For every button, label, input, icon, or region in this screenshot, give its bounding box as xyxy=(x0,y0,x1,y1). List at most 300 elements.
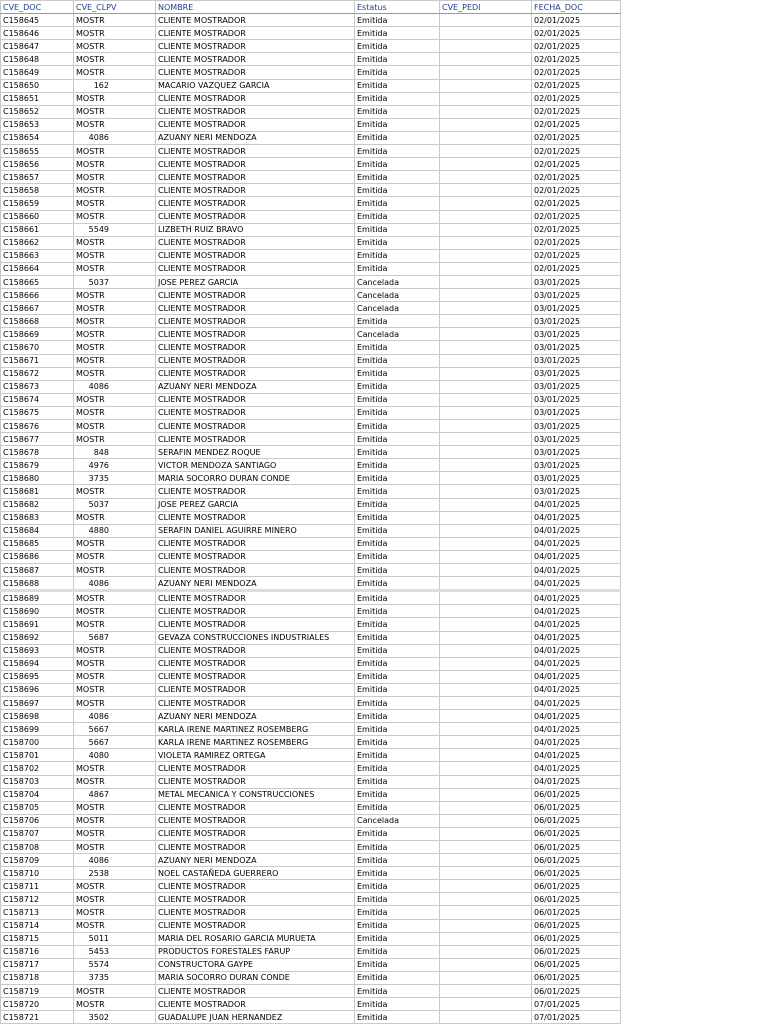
cell-estatus: Emitida xyxy=(355,710,440,723)
table-row[interactable] xyxy=(1,591,621,605)
table-row[interactable] xyxy=(1,459,621,472)
cell-cve-doc: C158699 xyxy=(1,723,74,736)
table-row[interactable] xyxy=(1,932,621,945)
table-row[interactable] xyxy=(1,880,621,893)
cell-estatus: Emitida xyxy=(355,131,440,144)
table-row[interactable] xyxy=(1,710,621,723)
table-row[interactable] xyxy=(1,577,621,591)
table-row[interactable] xyxy=(1,788,621,801)
cell-cve-clpv: 162 xyxy=(74,79,156,92)
table-row[interactable] xyxy=(1,223,621,236)
cell-cve-doc: C158700 xyxy=(1,736,74,749)
table-row[interactable] xyxy=(1,498,621,511)
table-row[interactable] xyxy=(1,145,621,158)
cell-fecha-doc: 03/01/2025 xyxy=(532,459,621,472)
cell-cve-clpv: MOSTR xyxy=(74,985,156,998)
cell-cve-pedi xyxy=(440,854,532,867)
cell-cve-pedi xyxy=(440,118,532,131)
table-row[interactable] xyxy=(1,289,621,302)
cell-nombre: CLIENTE MOSTRADOR xyxy=(156,511,355,524)
cell-estatus: Emitida xyxy=(355,998,440,1011)
cell-fecha-doc: 06/01/2025 xyxy=(532,919,621,932)
table-row[interactable] xyxy=(1,184,621,197)
cell-estatus: Emitida xyxy=(355,564,440,577)
cell-cve-doc: C158708 xyxy=(1,841,74,854)
cell-nombre: CLIENTE MOSTRADOR xyxy=(156,893,355,906)
cell-estatus: Cancelada xyxy=(355,814,440,827)
cell-cve-clpv: MOSTR xyxy=(74,393,156,406)
cell-cve-clpv: MOSTR xyxy=(74,696,156,709)
table-row[interactable] xyxy=(1,550,621,563)
cell-fecha-doc: 02/01/2025 xyxy=(532,171,621,184)
table-row[interactable] xyxy=(1,841,621,854)
cell-cve-pedi xyxy=(440,511,532,524)
cell-estatus: Emitida xyxy=(355,315,440,328)
cell-cve-doc: C158703 xyxy=(1,775,74,788)
cell-fecha-doc: 06/01/2025 xyxy=(532,827,621,840)
table-row[interactable] xyxy=(1,105,621,118)
cell-estatus: Emitida xyxy=(355,841,440,854)
table-row[interactable] xyxy=(1,210,621,223)
cell-cve-pedi xyxy=(440,998,532,1011)
cell-cve-pedi xyxy=(440,354,532,367)
table-row[interactable] xyxy=(1,171,621,184)
table-row[interactable] xyxy=(1,723,621,736)
cell-nombre: CLIENTE MOSTRADOR xyxy=(156,354,355,367)
cell-cve-clpv: MOSTR xyxy=(74,537,156,550)
cell-cve-pedi xyxy=(440,644,532,657)
cell-fecha-doc: 03/01/2025 xyxy=(532,485,621,498)
cell-cve-clpv: MOSTR xyxy=(74,341,156,354)
cell-estatus: Emitida xyxy=(355,341,440,354)
cell-cve-clpv: MOSTR xyxy=(74,564,156,577)
cell-cve-pedi xyxy=(440,459,532,472)
table-row[interactable] xyxy=(1,537,621,550)
cell-nombre: MARIA SOCORRO DURAN CONDE xyxy=(156,971,355,984)
col-header-nombre[interactable]: NOMBRE xyxy=(156,1,355,14)
cell-nombre: CLIENTE MOSTRADOR xyxy=(156,40,355,53)
cell-estatus: Emitida xyxy=(355,118,440,131)
table-row[interactable] xyxy=(1,644,621,657)
cell-fecha-doc: 06/01/2025 xyxy=(532,814,621,827)
table-row[interactable] xyxy=(1,631,621,644)
table-row[interactable] xyxy=(1,696,621,709)
cell-nombre: CLIENTE MOSTRADOR xyxy=(156,184,355,197)
cell-cve-clpv: MOSTR xyxy=(74,775,156,788)
cell-nombre: VIOLETA RAMIREZ ORTEGA xyxy=(156,749,355,762)
table-row[interactable] xyxy=(1,814,621,827)
cell-cve-pedi xyxy=(440,985,532,998)
cell-cve-doc: C158706 xyxy=(1,814,74,827)
table-row[interactable] xyxy=(1,511,621,524)
cell-cve-pedi xyxy=(440,814,532,827)
cell-estatus: Emitida xyxy=(355,1011,440,1024)
cell-cve-doc: C158721 xyxy=(1,1011,74,1024)
cell-cve-doc: C158701 xyxy=(1,749,74,762)
cell-cve-pedi xyxy=(440,433,532,446)
cell-cve-clpv: MOSTR xyxy=(74,893,156,906)
cell-cve-clpv: MOSTR xyxy=(74,485,156,498)
cell-nombre: CLIENTE MOSTRADOR xyxy=(156,605,355,618)
cell-estatus: Emitida xyxy=(355,605,440,618)
table-row[interactable] xyxy=(1,670,621,683)
cell-fecha-doc: 04/01/2025 xyxy=(532,683,621,696)
cell-cve-pedi xyxy=(440,801,532,814)
cell-nombre: METAL MECANICA Y CONSTRUCCIONES xyxy=(156,788,355,801)
table-row[interactable] xyxy=(1,275,621,288)
cell-cve-pedi xyxy=(440,14,532,27)
cell-cve-pedi xyxy=(440,236,532,249)
cell-cve-clpv: MOSTR xyxy=(74,814,156,827)
cell-cve-pedi xyxy=(440,932,532,945)
cell-fecha-doc: 03/01/2025 xyxy=(532,433,621,446)
header-row xyxy=(1,1,621,14)
cell-cve-clpv: MOSTR xyxy=(74,433,156,446)
table-row[interactable] xyxy=(1,564,621,577)
cell-cve-doc: C158714 xyxy=(1,919,74,932)
cell-nombre: CLIENTE MOSTRADOR xyxy=(156,775,355,788)
cell-fecha-doc: 04/01/2025 xyxy=(532,644,621,657)
table-row[interactable] xyxy=(1,328,621,341)
cell-estatus: Emitida xyxy=(355,958,440,971)
cell-nombre: CLIENTE MOSTRADOR xyxy=(156,236,355,249)
table-row[interactable] xyxy=(1,906,621,919)
cell-cve-pedi xyxy=(440,762,532,775)
cell-cve-clpv: MOSTR xyxy=(74,249,156,262)
cell-cve-clpv: 4086 xyxy=(74,854,156,867)
cell-estatus: Emitida xyxy=(355,158,440,171)
cell-cve-clpv: MOSTR xyxy=(74,406,156,419)
cell-estatus: Emitida xyxy=(355,723,440,736)
cell-fecha-doc: 06/01/2025 xyxy=(532,867,621,880)
cell-nombre: CLIENTE MOSTRADOR xyxy=(156,315,355,328)
cell-cve-pedi xyxy=(440,670,532,683)
table-row[interactable] xyxy=(1,302,621,315)
table-row[interactable] xyxy=(1,867,621,880)
table-row[interactable] xyxy=(1,420,621,433)
table-row[interactable] xyxy=(1,472,621,485)
cell-cve-doc: C158655 xyxy=(1,145,74,158)
cell-estatus: Emitida xyxy=(355,145,440,158)
cell-estatus: Emitida xyxy=(355,867,440,880)
table-row[interactable] xyxy=(1,762,621,775)
cell-estatus: Emitida xyxy=(355,197,440,210)
cell-cve-clpv: 3735 xyxy=(74,971,156,984)
cell-cve-clpv: MOSTR xyxy=(74,145,156,158)
cell-cve-clpv: MOSTR xyxy=(74,14,156,27)
cell-cve-pedi xyxy=(440,27,532,40)
cell-nombre: CLIENTE MOSTRADOR xyxy=(156,420,355,433)
col-header-cve-pedi[interactable]: CVE_PEDI xyxy=(440,1,532,14)
cell-cve-clpv: MOSTR xyxy=(74,53,156,66)
cell-cve-clpv: 5037 xyxy=(74,275,156,288)
cell-estatus: Emitida xyxy=(355,393,440,406)
cell-estatus: Emitida xyxy=(355,79,440,92)
table-row[interactable] xyxy=(1,393,621,406)
table-row[interactable] xyxy=(1,341,621,354)
cell-cve-clpv: 4086 xyxy=(74,577,156,591)
cell-nombre: GUADALUPE JUAN HERNANDEZ xyxy=(156,1011,355,1024)
table-row[interactable] xyxy=(1,262,621,275)
cell-nombre: CLIENTE MOSTRADOR xyxy=(156,341,355,354)
cell-nombre: CLIENTE MOSTRADOR xyxy=(156,262,355,275)
cell-estatus: Emitida xyxy=(355,367,440,380)
cell-fecha-doc: 06/01/2025 xyxy=(532,932,621,945)
cell-nombre: CLIENTE MOSTRADOR xyxy=(156,801,355,814)
table-row[interactable] xyxy=(1,605,621,618)
cell-fecha-doc: 06/01/2025 xyxy=(532,854,621,867)
table-row[interactable] xyxy=(1,249,621,262)
cell-estatus: Emitida xyxy=(355,223,440,236)
cell-cve-pedi xyxy=(440,550,532,563)
table-row[interactable] xyxy=(1,775,621,788)
cell-nombre: CLIENTE MOSTRADOR xyxy=(156,66,355,79)
table-row[interactable] xyxy=(1,485,621,498)
cell-cve-pedi xyxy=(440,171,532,184)
table-row[interactable] xyxy=(1,406,621,419)
cell-nombre: CLIENTE MOSTRADOR xyxy=(156,14,355,27)
cell-cve-pedi xyxy=(440,393,532,406)
cell-cve-pedi xyxy=(440,315,532,328)
table-row[interactable] xyxy=(1,919,621,932)
cell-cve-clpv: 5574 xyxy=(74,958,156,971)
col-header-estatus[interactable]: Estatus xyxy=(355,1,440,14)
cell-cve-clpv: MOSTR xyxy=(74,591,156,605)
cell-cve-doc: C158673 xyxy=(1,380,74,393)
table-row[interactable] xyxy=(1,683,621,696)
cell-nombre: CLIENTE MOSTRADOR xyxy=(156,393,355,406)
cell-nombre: CLIENTE MOSTRADOR xyxy=(156,564,355,577)
table-row[interactable] xyxy=(1,618,621,631)
cell-fecha-doc: 03/01/2025 xyxy=(532,289,621,302)
cell-nombre: CLIENTE MOSTRADOR xyxy=(156,880,355,893)
table-row[interactable] xyxy=(1,66,621,79)
table-row[interactable] xyxy=(1,118,621,131)
cell-fecha-doc: 02/01/2025 xyxy=(532,197,621,210)
cell-cve-pedi xyxy=(440,788,532,801)
table-row[interactable] xyxy=(1,433,621,446)
table-body xyxy=(1,14,621,1024)
table-row[interactable] xyxy=(1,893,621,906)
table-row[interactable] xyxy=(1,971,621,984)
cell-cve-clpv: MOSTR xyxy=(74,367,156,380)
table-row[interactable] xyxy=(1,14,621,27)
cell-cve-clpv: MOSTR xyxy=(74,171,156,184)
cell-cve-doc: C158654 xyxy=(1,131,74,144)
table-row[interactable] xyxy=(1,827,621,840)
cell-cve-clpv: 4086 xyxy=(74,710,156,723)
cell-nombre: CLIENTE MOSTRADOR xyxy=(156,827,355,840)
cell-fecha-doc: 04/01/2025 xyxy=(532,537,621,550)
cell-nombre: SERAFIN DANIEL AGUIRRE MINERO xyxy=(156,524,355,537)
table-row[interactable] xyxy=(1,524,621,537)
cell-cve-pedi xyxy=(440,867,532,880)
cell-fecha-doc: 02/01/2025 xyxy=(532,145,621,158)
cell-fecha-doc: 03/01/2025 xyxy=(532,446,621,459)
cell-nombre: GEVAZA CONSTRUCCIONES INDUSTRIALES xyxy=(156,631,355,644)
cell-cve-clpv: 4976 xyxy=(74,459,156,472)
cell-fecha-doc: 04/01/2025 xyxy=(532,524,621,537)
cell-fecha-doc: 06/01/2025 xyxy=(532,841,621,854)
cell-cve-pedi xyxy=(440,958,532,971)
table-row[interactable] xyxy=(1,236,621,249)
col-header-cve-clpv[interactable]: CVE_CLPV xyxy=(74,1,156,14)
cell-cve-doc: C158682 xyxy=(1,498,74,511)
table-row[interactable] xyxy=(1,197,621,210)
cell-cve-doc: C158659 xyxy=(1,197,74,210)
cell-fecha-doc: 06/01/2025 xyxy=(532,958,621,971)
cell-cve-doc: C158653 xyxy=(1,118,74,131)
cell-cve-doc: C158694 xyxy=(1,657,74,670)
cell-cve-pedi xyxy=(440,341,532,354)
cell-cve-doc: C158672 xyxy=(1,367,74,380)
table-row[interactable] xyxy=(1,315,621,328)
table-row[interactable] xyxy=(1,749,621,762)
cell-nombre: CLIENTE MOSTRADOR xyxy=(156,657,355,670)
cell-cve-doc: C158650 xyxy=(1,79,74,92)
cell-fecha-doc: 06/01/2025 xyxy=(532,985,621,998)
table-row[interactable] xyxy=(1,446,621,459)
cell-cve-pedi xyxy=(440,380,532,393)
cell-estatus: Emitida xyxy=(355,696,440,709)
cell-cve-doc: C158715 xyxy=(1,932,74,945)
table-row[interactable] xyxy=(1,657,621,670)
cell-fecha-doc: 03/01/2025 xyxy=(532,420,621,433)
cell-cve-pedi xyxy=(440,79,532,92)
cell-cve-clpv: 3735 xyxy=(74,472,156,485)
cell-fecha-doc: 07/01/2025 xyxy=(532,998,621,1011)
table-row[interactable] xyxy=(1,79,621,92)
cell-cve-doc: C158685 xyxy=(1,537,74,550)
table-row[interactable] xyxy=(1,854,621,867)
cell-fecha-doc: 06/01/2025 xyxy=(532,971,621,984)
cell-cve-clpv: 5687 xyxy=(74,631,156,644)
cell-cve-pedi xyxy=(440,605,532,618)
cell-fecha-doc: 02/01/2025 xyxy=(532,27,621,40)
cell-estatus: Emitida xyxy=(355,537,440,550)
cell-fecha-doc: 04/01/2025 xyxy=(532,577,621,591)
cell-cve-pedi xyxy=(440,736,532,749)
cell-nombre: VICTOR MENDOZA SANTIAGO xyxy=(156,459,355,472)
table-row[interactable] xyxy=(1,92,621,105)
cell-nombre: CLIENTE MOSTRADOR xyxy=(156,433,355,446)
col-header-cve-doc[interactable]: CVE_DOC xyxy=(1,1,74,14)
cell-cve-doc: C158693 xyxy=(1,644,74,657)
cell-cve-clpv: MOSTR xyxy=(74,105,156,118)
cell-cve-doc: C158687 xyxy=(1,564,74,577)
cell-nombre: CLIENTE MOSTRADOR xyxy=(156,485,355,498)
cell-cve-pedi xyxy=(440,710,532,723)
cell-nombre: AZUANY NERI MENDOZA xyxy=(156,380,355,393)
cell-estatus: Emitida xyxy=(355,736,440,749)
cell-cve-clpv: MOSTR xyxy=(74,644,156,657)
cell-estatus: Emitida xyxy=(355,524,440,537)
table-row[interactable] xyxy=(1,158,621,171)
table-row[interactable] xyxy=(1,958,621,971)
cell-nombre: CLIENTE MOSTRADOR xyxy=(156,210,355,223)
table-row[interactable] xyxy=(1,354,621,367)
table-row[interactable] xyxy=(1,40,621,53)
cell-fecha-doc: 04/01/2025 xyxy=(532,723,621,736)
cell-fecha-doc: 02/01/2025 xyxy=(532,53,621,66)
table-row[interactable] xyxy=(1,945,621,958)
cell-cve-doc: C158675 xyxy=(1,406,74,419)
cell-cve-clpv: 5453 xyxy=(74,945,156,958)
table-row[interactable] xyxy=(1,27,621,40)
cell-estatus: Emitida xyxy=(355,775,440,788)
cell-nombre: CLIENTE MOSTRADOR xyxy=(156,302,355,315)
cell-cve-doc: C158696 xyxy=(1,683,74,696)
cell-cve-clpv: 5549 xyxy=(74,223,156,236)
cell-estatus: Emitida xyxy=(355,236,440,249)
cell-cve-clpv: 3502 xyxy=(74,1011,156,1024)
cell-cve-pedi xyxy=(440,723,532,736)
cell-cve-clpv: MOSTR xyxy=(74,683,156,696)
cell-cve-doc: C158663 xyxy=(1,249,74,262)
table-row[interactable] xyxy=(1,1011,621,1024)
table-row[interactable] xyxy=(1,985,621,998)
table-row[interactable] xyxy=(1,53,621,66)
cell-cve-pedi xyxy=(440,262,532,275)
cell-estatus: Emitida xyxy=(355,577,440,591)
cell-cve-doc: C158695 xyxy=(1,670,74,683)
cell-cve-pedi xyxy=(440,40,532,53)
cell-cve-pedi xyxy=(440,472,532,485)
cell-nombre: JOSE PEREZ GARCIA xyxy=(156,498,355,511)
cell-fecha-doc: 02/01/2025 xyxy=(532,40,621,53)
cell-fecha-doc: 03/01/2025 xyxy=(532,472,621,485)
cell-estatus: Emitida xyxy=(355,906,440,919)
table-row[interactable] xyxy=(1,998,621,1011)
cell-estatus: Emitida xyxy=(355,27,440,40)
cell-cve-pedi xyxy=(440,367,532,380)
cell-fecha-doc: 06/01/2025 xyxy=(532,788,621,801)
cell-nombre: CLIENTE MOSTRADOR xyxy=(156,53,355,66)
cell-fecha-doc: 06/01/2025 xyxy=(532,801,621,814)
cell-nombre: CLIENTE MOSTRADOR xyxy=(156,92,355,105)
cell-cve-doc: C158698 xyxy=(1,710,74,723)
cell-nombre: CLIENTE MOSTRADOR xyxy=(156,550,355,563)
cell-fecha-doc: 03/01/2025 xyxy=(532,367,621,380)
cell-estatus: Emitida xyxy=(355,932,440,945)
cell-fecha-doc: 02/01/2025 xyxy=(532,14,621,27)
cell-cve-pedi xyxy=(440,53,532,66)
cell-cve-clpv: MOSTR xyxy=(74,197,156,210)
table-row[interactable] xyxy=(1,801,621,814)
cell-estatus: Emitida xyxy=(355,380,440,393)
cell-estatus: Emitida xyxy=(355,618,440,631)
table-row[interactable] xyxy=(1,367,621,380)
cell-estatus: Emitida xyxy=(355,433,440,446)
table-row[interactable] xyxy=(1,380,621,393)
cell-cve-doc: C158711 xyxy=(1,880,74,893)
cell-cve-doc: C158684 xyxy=(1,524,74,537)
cell-cve-clpv: MOSTR xyxy=(74,919,156,932)
cell-nombre: CLIENTE MOSTRADOR xyxy=(156,158,355,171)
table-row[interactable] xyxy=(1,131,621,144)
cell-cve-pedi xyxy=(440,893,532,906)
table-row[interactable] xyxy=(1,736,621,749)
col-header-fecha-doc[interactable]: FECHA_DOC xyxy=(532,1,621,14)
cell-estatus: Emitida xyxy=(355,511,440,524)
cell-nombre: CLIENTE MOSTRADOR xyxy=(156,762,355,775)
cell-nombre: CLIENTE MOSTRADOR xyxy=(156,145,355,158)
cell-cve-clpv: MOSTR xyxy=(74,998,156,1011)
cell-cve-doc: C158665 xyxy=(1,275,74,288)
cell-cve-pedi xyxy=(440,210,532,223)
cell-estatus: Emitida xyxy=(355,105,440,118)
cell-nombre: KARLA IRENE MARTINEZ ROSEMBERG xyxy=(156,723,355,736)
